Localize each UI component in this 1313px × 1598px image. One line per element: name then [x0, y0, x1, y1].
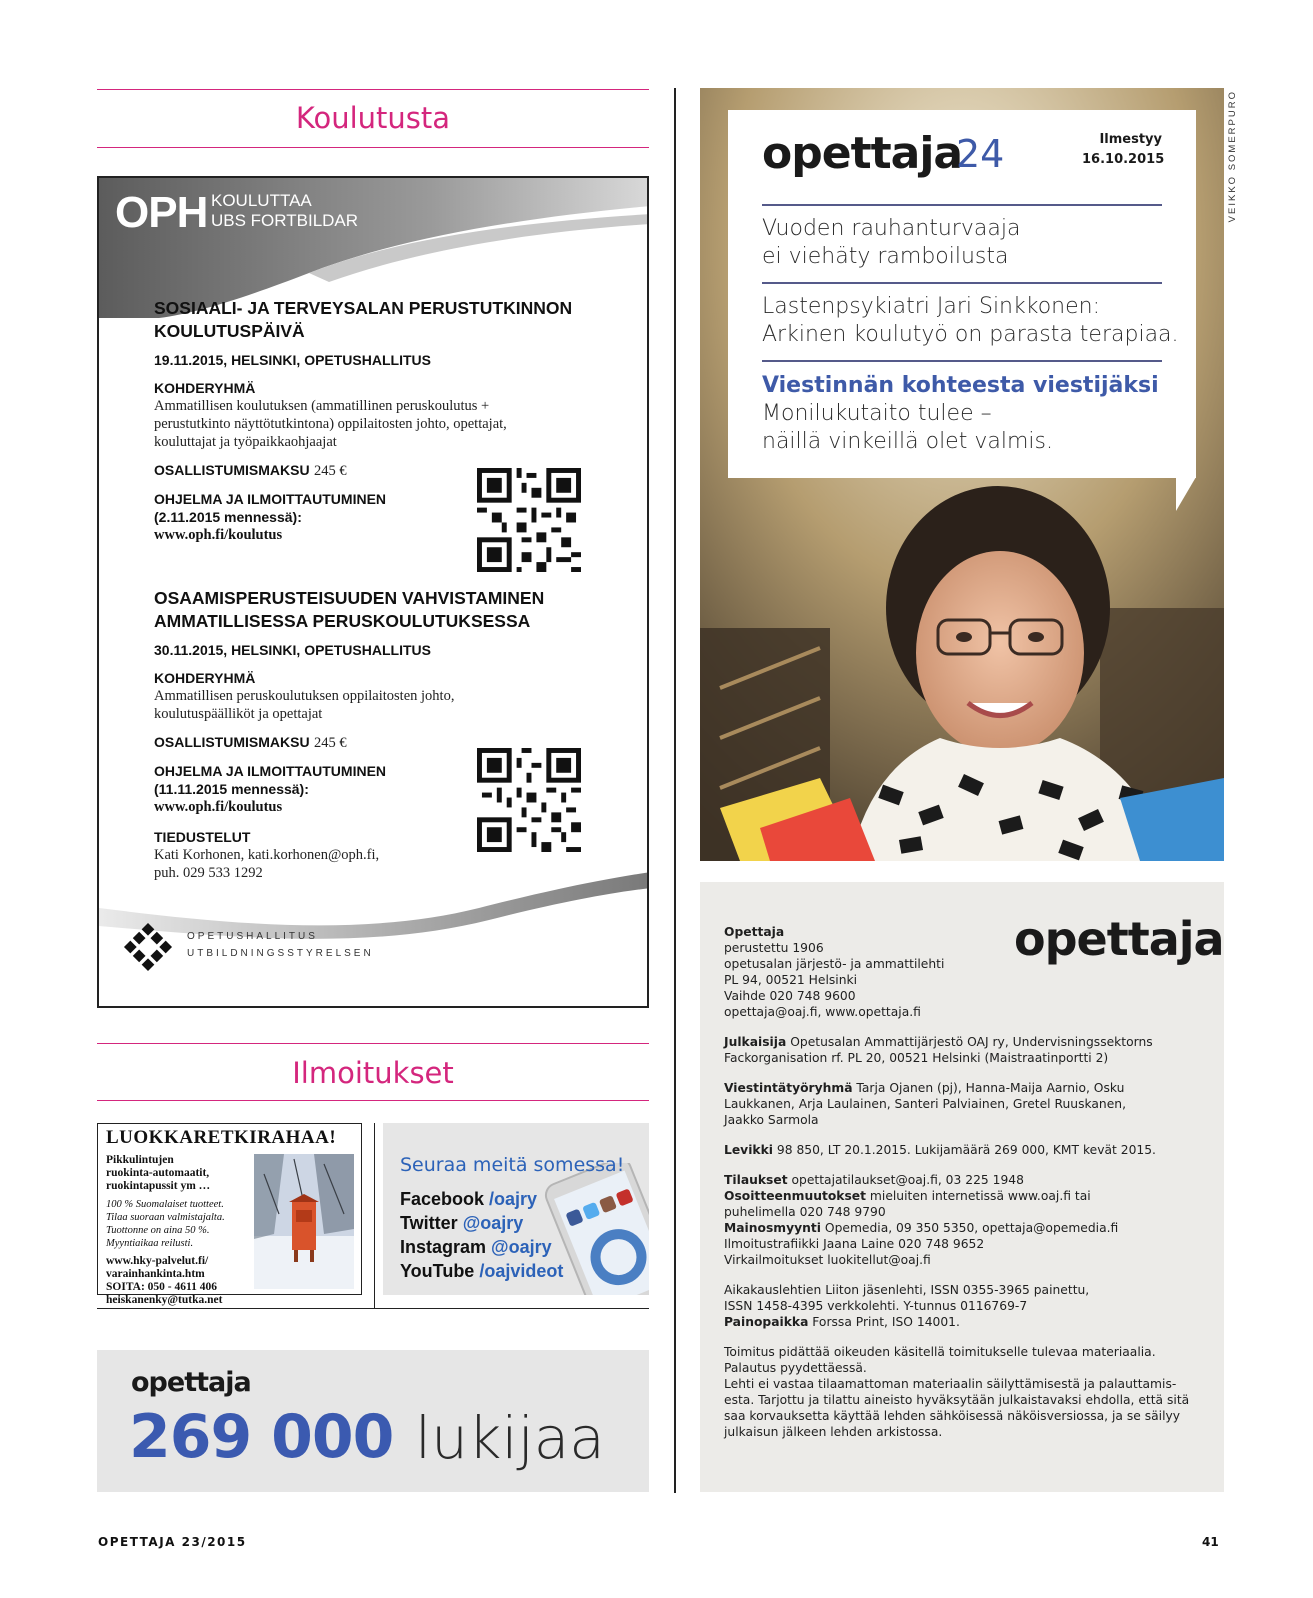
cover-speech-bubble	[728, 110, 1196, 478]
event1-qr-code[interactable]	[477, 468, 581, 572]
osoitteenmuutokset-text-2: puhelimella 020 748 9790	[724, 1205, 886, 1219]
event2-title-line2: AMMATILLISESSA PERUSKOULUTUKSESSA	[154, 611, 531, 631]
event2-target-line2: koulutuspäälliköt ja opettajat	[154, 706, 323, 722]
ilmoitukset-bottom-rule	[97, 1100, 649, 1101]
julkaisija-label: Julkaisija	[724, 1035, 787, 1049]
oph-tagline-fi: KOULUTTAA	[211, 191, 312, 210]
event1-url-link[interactable]: www.oph.fi/koulutus	[154, 527, 283, 543]
cover-issue-number: 24	[956, 132, 1005, 176]
classified-email-link[interactable]: heiskanenky@tutka.net	[106, 1294, 223, 1306]
small-ads-divider	[374, 1123, 375, 1308]
event1-target-line3: kouluttajat ja työpaikkaohjaajat	[154, 434, 337, 450]
disclaimer-line5: saa korvauksetta käyttää lehden sähköisessä näköisversiossa, ja se säilyy	[724, 1409, 1181, 1423]
liitto-line1: Aikakauslehtien Liiton jäsenlehti, ISSN 0355-3965 painettu,	[724, 1283, 1090, 1297]
event2-fee-label: OSALLISTUMISMAKSU	[154, 734, 310, 750]
julkaisija-text: Opetusalan Ammattijärjestö OAJ ry, Undervisningssektorns	[790, 1035, 1153, 1049]
disclaimer-line2: Palautus pyydettäessä.	[724, 1361, 867, 1375]
masthead-line2: opetusalan järjestö- ja ammattilehti	[724, 957, 945, 971]
social-twitter-link[interactable]	[400, 1213, 523, 1234]
osoitteenmuutokset-text: mieluiten internetissä www.oaj.fi tai	[869, 1189, 1091, 1203]
viestintatyoryhma-text: Tarja Ojanen (pj), Hanna-Maija Aarnio, Osku	[856, 1081, 1125, 1095]
osoitteenmuutokset-label: Osoitteenmuutokset	[724, 1189, 866, 1203]
viestintatyoryhma-text-2: Laukkanen, Arja Laulainen, Santeri Palviainen, Gretel Ruuskanen,	[724, 1097, 1126, 1111]
next-issue-cover	[700, 88, 1224, 861]
oph-advertisement	[97, 176, 649, 1008]
event1-target-line2: perustutkinto näyttötutkintona) oppilaitosten johto, opettajat,	[154, 416, 507, 432]
social-media-box	[383, 1123, 649, 1295]
masthead-line1: perustettu 1906	[724, 941, 824, 955]
social-youtube-label: YouTube	[400, 1261, 475, 1281]
classified-line3: ruokintapussit ym …	[106, 1180, 211, 1192]
oph-tagline-sv: UBS FORTBILDAR	[211, 211, 359, 230]
event2-target-line1: Ammatillisen peruskoulutuksen oppilaitosten johto,	[154, 688, 455, 704]
cover-story2-line1: Lastenpsykiatri Jari Sinkkonen:	[762, 294, 1100, 319]
social-facebook-label: Facebook	[400, 1189, 485, 1209]
classified-title: LUOKKARETKIRAHAA!	[106, 1127, 337, 1148]
cover-rule-1	[762, 204, 1162, 206]
classified-info1: 100 % Suomalaiset tuotteet.	[106, 1199, 224, 1210]
classified-ad-luokkaretkirahaa	[97, 1123, 362, 1306]
disclaimer-line1: Toimitus pidättää oikeuden käsitellä toimitukselle tulevaa materiaalia.	[724, 1345, 1156, 1359]
section-title-koulutusta: Koulutusta	[295, 101, 451, 135]
disclaimer-line6: julkaisun jälkeen lehden arkistossa.	[724, 1425, 943, 1439]
readers-opettaja-logo: opettaja	[131, 1367, 251, 1398]
disclaimer-line4: esta. Tarjottu ja tilattu aineisto hyväksytään julkaistavaksi ehdolla, että sitä	[724, 1393, 1190, 1407]
cover-story3-line1: Monilukutaito tulee –	[762, 401, 992, 426]
classified-website-link-cont[interactable]: varainhankinta.htm	[106, 1268, 205, 1280]
cover-ilmestyy-date: 16.10.2015	[1082, 152, 1165, 167]
mainosmyynti-label: Mainosmyynti	[724, 1221, 821, 1235]
event1-title-line2: KOULUTUSPÄIVÄ	[154, 321, 305, 341]
koulutusta-top-rule	[97, 89, 649, 90]
liitto-line2: ISSN 1458-4395 verkkolehti. Y-tunnus 0116769-7	[724, 1299, 1028, 1313]
classified-website-link[interactable]: www.hky-palvelut.fi/	[106, 1255, 209, 1267]
social-instagram-label: Instagram	[400, 1237, 487, 1257]
event2-target-label: KOHDERYHMÄ	[154, 670, 256, 686]
virkailmoitukset[interactable]: Virkailmoitukset luokitellut@oaj.fi	[724, 1253, 931, 1267]
contact-label: TIEDUSTELUT	[154, 829, 251, 845]
birdfeeder-photo	[254, 1154, 354, 1289]
event1-registration-label: OHJELMA JA ILMOITTAUTUMINEN	[154, 491, 387, 507]
classified-info3: Tuottonne on aina 50 %.	[106, 1225, 210, 1236]
contact-line1: Kati Korhonen, kati.korhonen@oph.fi,	[154, 847, 380, 863]
painopaikka-text: Forssa Print, ISO 14001.	[812, 1315, 960, 1329]
event2-url-link[interactable]: www.oph.fi/koulutus	[154, 799, 283, 815]
contact-line2: puh. 029 533 1292	[154, 865, 263, 881]
social-twitter-label: Twitter	[400, 1213, 458, 1233]
event2-title-line1: OSAAMISPERUSTEISUUDEN VAHVISTAMINEN	[154, 588, 545, 608]
levikki-text: 98 850, LT 20.1.2015. Lukijamäärä 269 000, KMT kevät 2015.	[776, 1143, 1156, 1157]
event1-registration-deadline: (2.11.2015 mennessä):	[154, 509, 302, 525]
masthead-phone: Vaihde 020 748 9600	[724, 989, 856, 1003]
event2-date: 30.11.2015, HELSINKI, OPETUSHALLITUS	[154, 642, 431, 658]
event1-target-line1: Ammatillisen koulutuksen (ammatillinen peruskoulutus +	[154, 398, 490, 414]
julkaisija-text-2: Fackorganisation rf. PL 20, 00521 Helsinki (Maistraatinportti 2)	[724, 1051, 1109, 1065]
viestintatyoryhma-label: Viestintätyöryhmä	[724, 1081, 853, 1095]
oph-logo: OPH	[115, 188, 208, 237]
levikki-label: Levikki	[724, 1143, 773, 1157]
classified-line1: Pikkulintujen	[106, 1154, 174, 1166]
cover-opettaja-logo: opettaja	[762, 128, 963, 179]
painopaikka-label: Painopaikka	[724, 1315, 809, 1329]
masthead-name: Opettaja	[724, 925, 785, 939]
social-twitter-handle: @oajry	[462, 1213, 524, 1233]
event1-target-label: KOHDERYHMÄ	[154, 380, 256, 396]
social-title: Seuraa meitä somessa!	[400, 1154, 625, 1176]
photo-credit: VEIKKO SOMERPURO	[1227, 90, 1238, 223]
readership-banner	[97, 1350, 649, 1492]
social-facebook-link[interactable]	[400, 1189, 537, 1210]
event2-registration-deadline: (11.11.2015 mennessä):	[154, 781, 309, 797]
masthead-contact-links[interactable]: opettaja@oaj.fi, www.opettaja.fi	[724, 1005, 921, 1019]
cover-rule-3	[762, 360, 1162, 362]
agency-name-sv: UTBILDNINGSSTYRELSEN	[187, 948, 374, 959]
event1-fee-label: OSALLISTUMISMAKSU	[154, 462, 310, 478]
cover-story2-line2: Arkinen koulutyö on parasta terapiaa.	[762, 322, 1179, 347]
event1-fee: 245 €	[314, 463, 347, 479]
oph-footer-swoosh	[99, 868, 649, 1008]
column-divider	[674, 88, 676, 1493]
ilmoitukset-top-rule	[97, 1043, 649, 1044]
tilaukset-text[interactable]: opettajatilaukset@oaj.fi, 03 225 1948	[791, 1173, 1024, 1187]
social-instagram-link[interactable]	[400, 1237, 552, 1258]
classified-line2: ruokinta-automaatit,	[106, 1167, 210, 1179]
event1-title-line1: SOSIAALI- JA TERVEYSALAN PERUSTUTKINNON	[154, 298, 573, 318]
cover-ilmestyy-label: Ilmestyy	[1099, 132, 1162, 147]
social-youtube-link[interactable]	[400, 1261, 563, 1282]
ilmoitustrafiikki: Ilmoitustrafiikki Jaana Laine 020 748 9652	[724, 1237, 985, 1251]
masthead-info-box	[700, 882, 1224, 1492]
readers-label: lukijaa	[415, 1404, 605, 1472]
cover-story3-headline: Viestinnän kohteesta viestijäksi	[762, 373, 1159, 398]
footer-page-number: 41	[1202, 1535, 1219, 1549]
tilaukset-label: Tilaukset	[724, 1173, 788, 1187]
event1-date: 19.11.2015, HELSINKI, OPETUSHALLITUS	[154, 352, 431, 368]
masthead-address: PL 94, 00521 Helsinki	[724, 973, 858, 987]
agency-name-fi: OPETUSHALLITUS	[187, 931, 318, 942]
cover-story1-line2: ei viehäty ramboilusta	[762, 244, 1009, 269]
viestintatyoryhma-text-3: Jaakko Sarmola	[724, 1113, 819, 1127]
social-facebook-handle: /oajry	[489, 1189, 538, 1209]
cover-story3-line2: näillä vinkeillä olet valmis.	[762, 429, 1053, 454]
small-ads-bottom-rule	[97, 1308, 649, 1309]
cover-rule-2	[762, 282, 1162, 284]
speech-bubble-tail	[1176, 477, 1196, 511]
event2-fee: 245 €	[314, 735, 347, 751]
event2-registration-label: OHJELMA JA ILMOITTAUTUMINEN	[154, 763, 387, 779]
social-instagram-handle: @oajry	[491, 1237, 552, 1257]
footer-issue: OPETTAJA 23/2015	[98, 1535, 247, 1549]
social-youtube-handle: /oajvideot	[479, 1261, 564, 1281]
masthead-opettaja-logo: opettaja	[1014, 912, 1224, 966]
mainosmyynti-text[interactable]: Opemedia, 09 350 5350, opettaja@opemedia.fi	[824, 1221, 1119, 1235]
opetushallitus-logo-icon	[121, 920, 175, 974]
classified-phone: SOITA: 050 - 4611 406	[106, 1281, 217, 1293]
koulutusta-bottom-rule	[97, 147, 649, 148]
classified-info2: Tilaa suoraan valmistajalta.	[106, 1212, 225, 1223]
cover-story1-line1: Vuoden rauhanturvaaja	[762, 216, 1021, 241]
readers-number: 269 000	[129, 1402, 394, 1472]
section-title-ilmoitukset: Ilmoitukset	[292, 1056, 454, 1090]
disclaimer-line3: Lehti ei vastaa tilaamattoman materiaalin säilyttämisestä ja palauttamis-	[724, 1377, 1177, 1391]
classified-info4: Myyntiaikaa reilusti.	[106, 1238, 194, 1249]
event2-qr-code[interactable]	[477, 748, 581, 852]
